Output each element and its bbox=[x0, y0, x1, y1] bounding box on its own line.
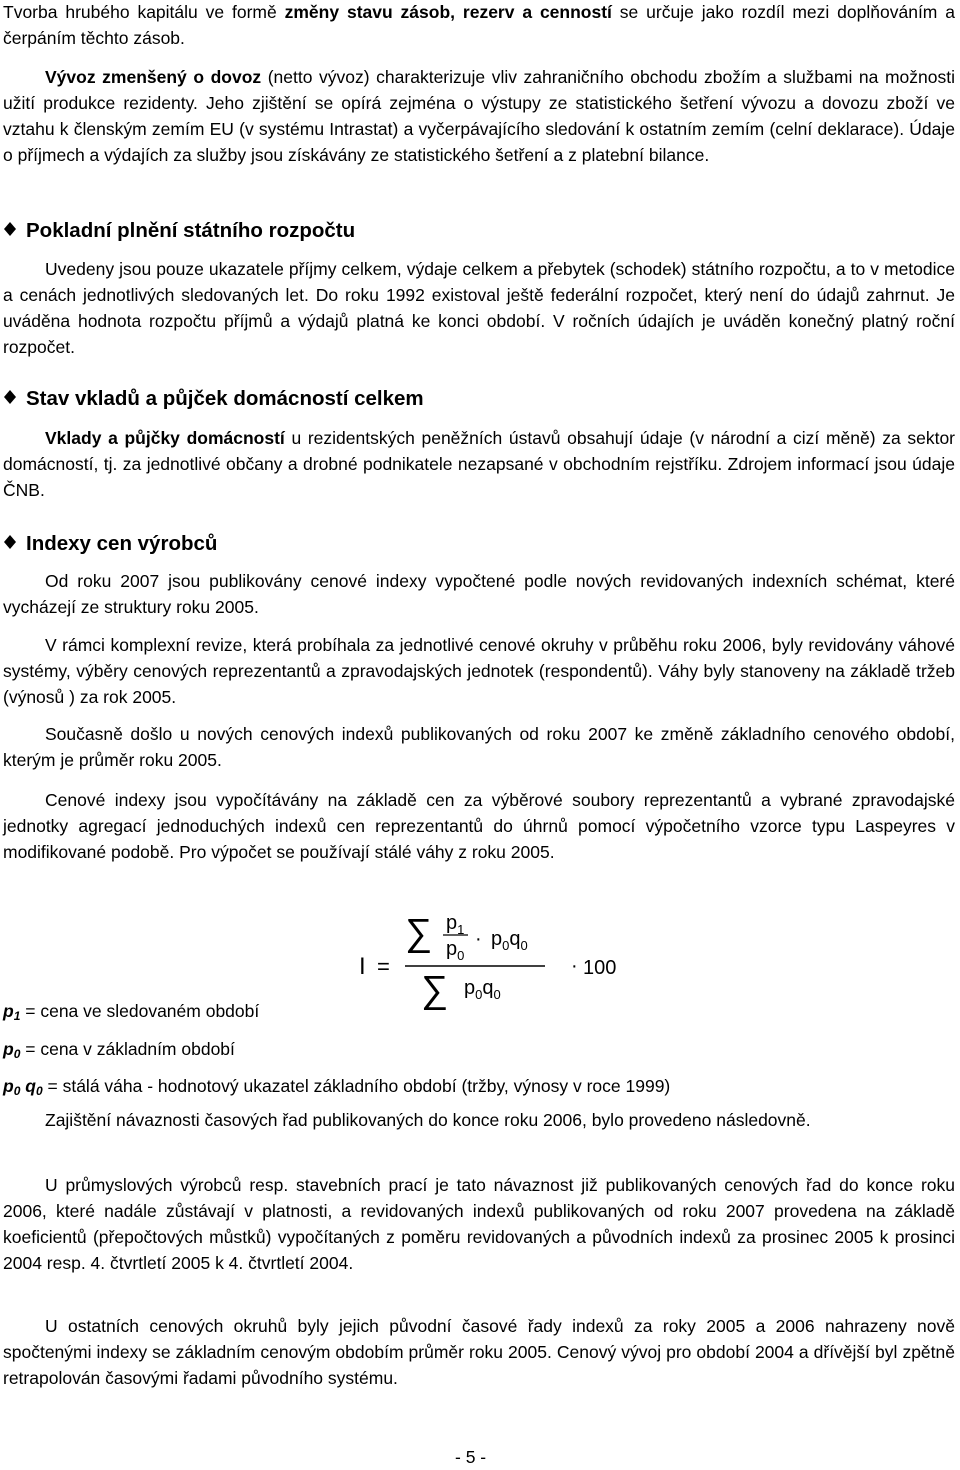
paragraph-net-export bbox=[3, 64, 955, 168]
heading-text: Pokladní plnění státního rozpočtu bbox=[26, 219, 356, 242]
formula-p0: $p_0$ bbox=[446, 938, 465, 963]
paragraph-continuity: Zajištění návaznosti časových řad publikovaných do konce roku 2006, bylo provedeno následovně. bbox=[45, 1110, 811, 1130]
formula-equals: = bbox=[377, 954, 390, 979]
formula-lhs: I bbox=[359, 953, 366, 980]
paragraph-revision: V rámci komplexní revize, která probíhala za jednotlivé cenové okruhy v průběhu roku 2006, byly revidovány váhové systémy, výběry cenových reprezentantů a zpravodajských jednotek (respondentů). Váhy byly stanoveny na základě tržeb (výnosů ) za rok 2005. bbox=[3, 635, 955, 707]
formula-dot: · bbox=[571, 955, 578, 977]
formula-p0q0-bottom: $p_0q_0$ bbox=[464, 977, 501, 1002]
text: se určuje jako rozdíl mezi doplňováním a čerpáním těchto zásob. bbox=[3, 2, 955, 48]
formula-factor: 100 bbox=[583, 957, 617, 979]
paragraph-laspeyres: Cenové indexy jsou vypočítávány na základě cen za výběrové soubory reprezentantů a vybrané zpravodajské jednotky agregací jednoduchých indexů cen reprezentantů do úhrnů pomocí výpočetního vzorce typu Laspeyres v modifikované podobě. Pro výpočet se používají stálé váhy z roku 2005. bbox=[3, 790, 955, 862]
heading-text: Indexy cen výrobců bbox=[26, 532, 218, 555]
paragraph-price-indices-2007: Od roku 2007 jsou publikovány cenové indexy vypočtené podle nových revidovaných indexních schémat, které vycházejí ze struktury roku 2005. bbox=[3, 571, 955, 617]
paragraph-industrial-producers: U průmyslových výrobců resp. stavebních prací je tato návaznost již publikovaných cenových řad do konce roku 2006, které nadále zůstávají v platnosti, a revidovaných indexů publikovaných od roku 2007 provedena na základě koeficientů (přepočtových můstků) vypočítaných z poměru revidovaných a původních indexů za prosinec 2005 k prosinci 2004 resp. 4. čtvrtletí 2005 k 4. čtvrtletí 2004. bbox=[3, 1175, 955, 1273]
paragraph-household-deposits bbox=[3, 425, 955, 503]
paragraph-other-price-groups: U ostatních cenových okruhů byly jejich původní časové řady indexů za roky 2005 a 2006 nahrazeny nově spočtenými indexy se základním cenovým obdobím průměr roku 2005. Cenový vývoj pro období 2004 a dřívější byl zpětně retrapolován časovými řadami původního systému. bbox=[3, 1316, 955, 1388]
text: (netto vývoz) charakterizuje vliv zahraničního obchodu zbožím a službami na možnosti užití produkce rezidenty. Jeho zjištění se opírá zejména o výstupy ze statistického šetření vývozu a dovozu zboží ve vztahu k členským zemím EU (v systému Intrastat) a vyčerpávajícího sledování k ostatním zemím (celní deklarace). Údaje o příjmech a výdajích za služby jsou získávány ze statistického šetření a z platební bilance. bbox=[3, 67, 955, 165]
diamond-bullet-icon bbox=[3, 390, 17, 404]
heading-producer-price-indices bbox=[3, 530, 217, 558]
formula-sum-bottom: ∑ bbox=[421, 969, 449, 1011]
formula-p0q0-top: $p_0q_0$ bbox=[491, 928, 528, 953]
paragraph-base-period: Současně došlo u nových cenových indexů publikovaných od roku 2007 ke změně základního cenového období, kterým je průměr roku 2005. bbox=[3, 724, 955, 770]
diamond-bullet-icon bbox=[3, 222, 17, 236]
formula-p1: $p_1$ bbox=[446, 912, 465, 937]
heading-state-budget bbox=[3, 217, 355, 245]
text: Tvorba hrubého kapitálu ve formě bbox=[3, 2, 285, 22]
heading-text: Stav vkladů a půjček domácností celkem bbox=[26, 387, 424, 410]
diamond-bullet-icon bbox=[3, 535, 17, 549]
paragraph-state-budget: Uvedeny jsou pouze ukazatele příjmy celkem, výdaje celkem a přebytek (schodek) státního rozpočtu, a to v metodice a cenách jednotlivých sledovaných let. Do roku 1992 existoval ještě federální rozpočet, který není do údajů zahrnut. Je uváděna hodnota rozpočtu příjmů a výdajů platná ke konci období. V ročních údajích je uváděn konečný platný roční rozpočet. bbox=[3, 259, 955, 357]
page-number: - 5 - bbox=[455, 1447, 487, 1467]
text: u rezidentských peněžních ústavů obsahují údaje (v národní a cizí měně) za sektor domácností, tj. za jednotlivé občany a drobné podnikatele nezapsané v obchodním rejstříku. Zdrojem informací jsou údaje ČNB. bbox=[3, 428, 955, 500]
laspeyres-formula bbox=[355, 900, 625, 1015]
paragraph-capital-formation bbox=[3, 0, 955, 51]
emphasis: Vývoz zmenšený o dovoz bbox=[45, 67, 262, 87]
definition-p0q0: $p_0$ $q_0$ = stálá váha - hodnotový ukazatel základního období (tržby, výnosy v roce 1999) bbox=[3, 1076, 671, 1098]
formula-dot: · bbox=[475, 928, 482, 950]
definition-p1: $p_1$ = cena ve sledovaném období bbox=[3, 1001, 260, 1023]
emphasis: Vklady a půjčky domácností bbox=[45, 428, 285, 448]
heading-household-deposits bbox=[3, 385, 424, 413]
formula-sum-top: ∑ bbox=[405, 912, 433, 954]
emphasis: změny stavu zásob, rezerv a cenností bbox=[284, 2, 612, 22]
definition-p0: $p_0$ = cena v základním období bbox=[3, 1039, 235, 1061]
